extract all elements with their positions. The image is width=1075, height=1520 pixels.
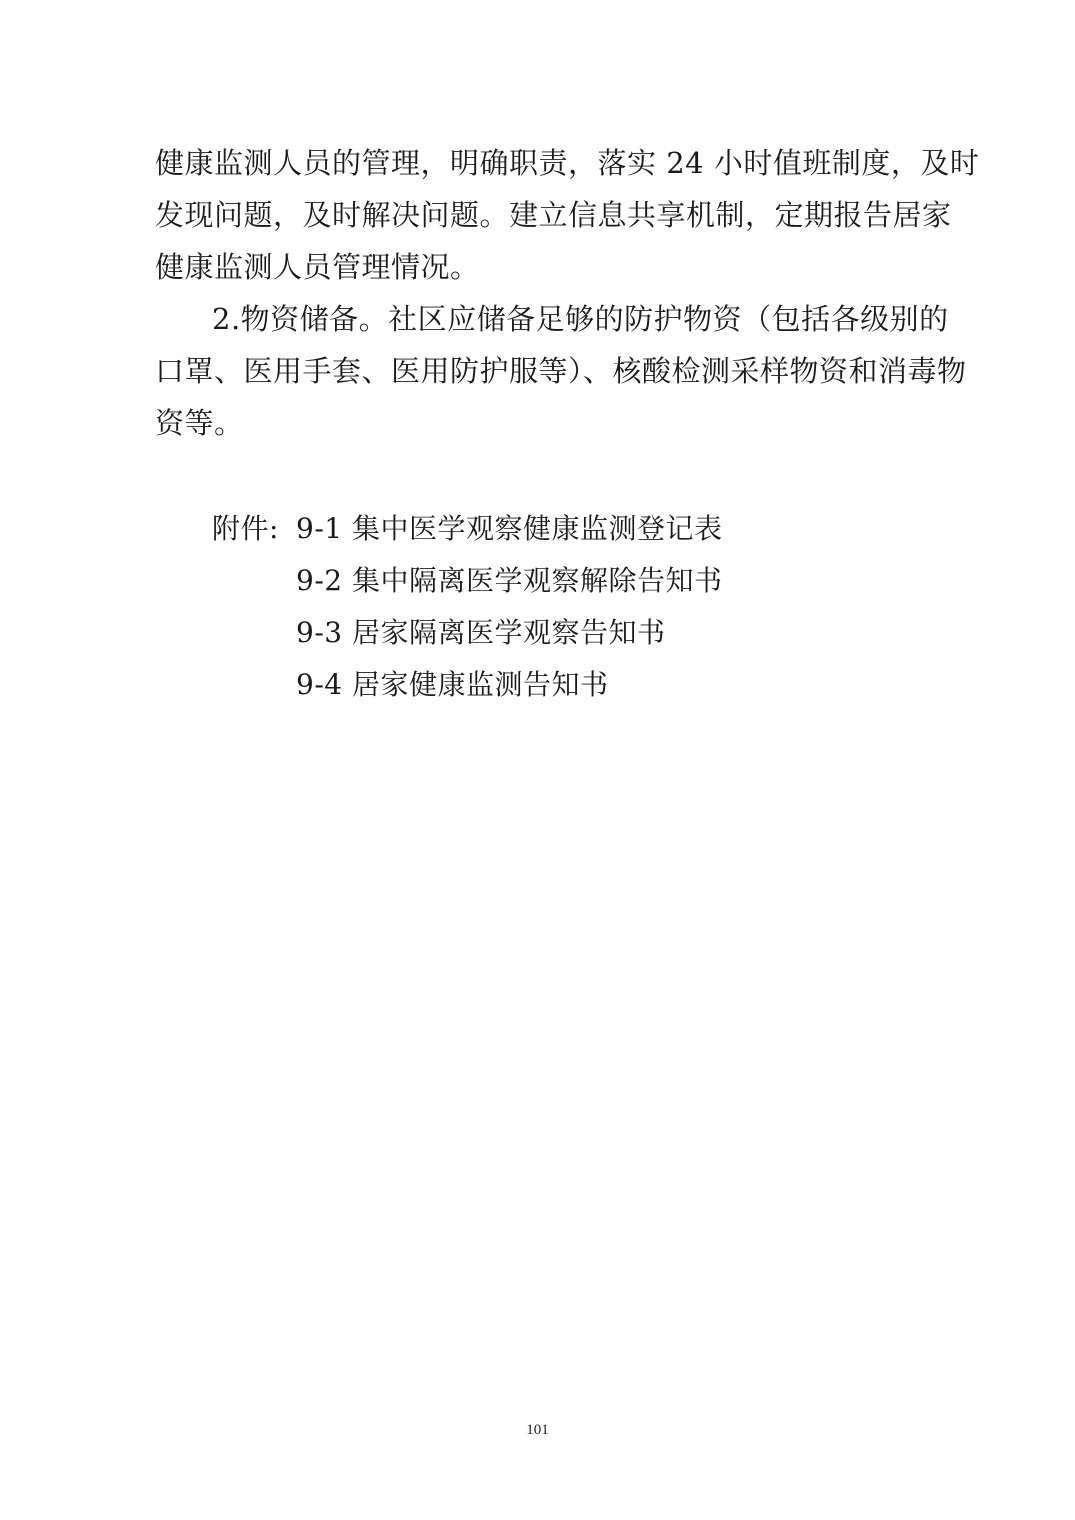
page-number: 101: [526, 1422, 549, 1438]
attachment-title: 居家健康监测告知书: [352, 668, 609, 701]
attachment-code: 9-3: [296, 616, 343, 649]
body-line: 2.物资储备。社区应储备足够的防护物资（包括各级别的: [212, 302, 949, 336]
body-line: 口罩、医用手套、医用防护服等）、核酸检测采样物资和消毒物: [155, 354, 967, 388]
attachments-label: 附件:: [212, 512, 279, 545]
attachment-title: 居家隔离医学观察告知书: [352, 616, 666, 649]
attachment-code: 9-4: [296, 668, 343, 701]
body-line: 资等。: [155, 406, 244, 440]
attachment-code: 9-2: [296, 564, 343, 597]
attachment-title: 集中隔离医学观察解除告知书: [352, 564, 723, 597]
body-line: 发现问题，及时解决问题。建立信息共享机制，定期报告居家: [155, 198, 952, 232]
attachment-title: 集中医学观察健康监测登记表: [352, 512, 723, 545]
attachment-code: 9-1: [296, 512, 343, 545]
body-line: 健康监测人员管理情况。: [155, 250, 480, 284]
body-line: 健康监测人员的管理，明确职责，落实 24 小时值班制度，及时: [155, 146, 980, 180]
